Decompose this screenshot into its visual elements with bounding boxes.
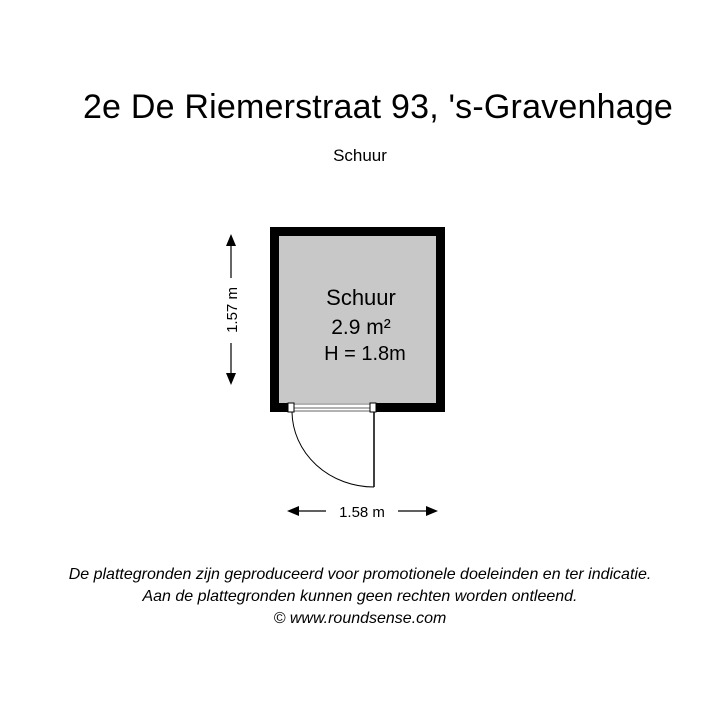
- width-dimension-label: 1.58 m: [339, 504, 385, 521]
- door-jamb: [288, 403, 294, 412]
- arrow-left-icon: [287, 506, 299, 516]
- disclaimer-line: Aan de plattegronden kunnen geen rechten worden ontleend.: [142, 588, 578, 605]
- address-title: 2e De Riemerstraat 93, 's-Gravenhage: [82, 88, 674, 126]
- room-name: Schuur: [326, 285, 396, 310]
- arrow-up-icon: [226, 234, 236, 246]
- height-dimension-label: 1.57 m: [224, 287, 241, 333]
- disclaimer-line: De plattegronden zijn geproduceerd voor promotionele doeleinden en ter indicatie.: [68, 566, 652, 583]
- arrow-right-icon: [426, 506, 438, 516]
- floor-label: Schuur: [333, 146, 387, 165]
- room-area: 2.9 m²: [331, 316, 391, 339]
- copyright-line: © www.roundsense.com: [273, 610, 447, 627]
- door-jamb: [370, 403, 376, 412]
- arrow-down-icon: [226, 373, 236, 385]
- room-height: H = 1.8m: [324, 343, 406, 365]
- disclaimer: [0, 564, 720, 630]
- door-swing-arc: [292, 412, 374, 487]
